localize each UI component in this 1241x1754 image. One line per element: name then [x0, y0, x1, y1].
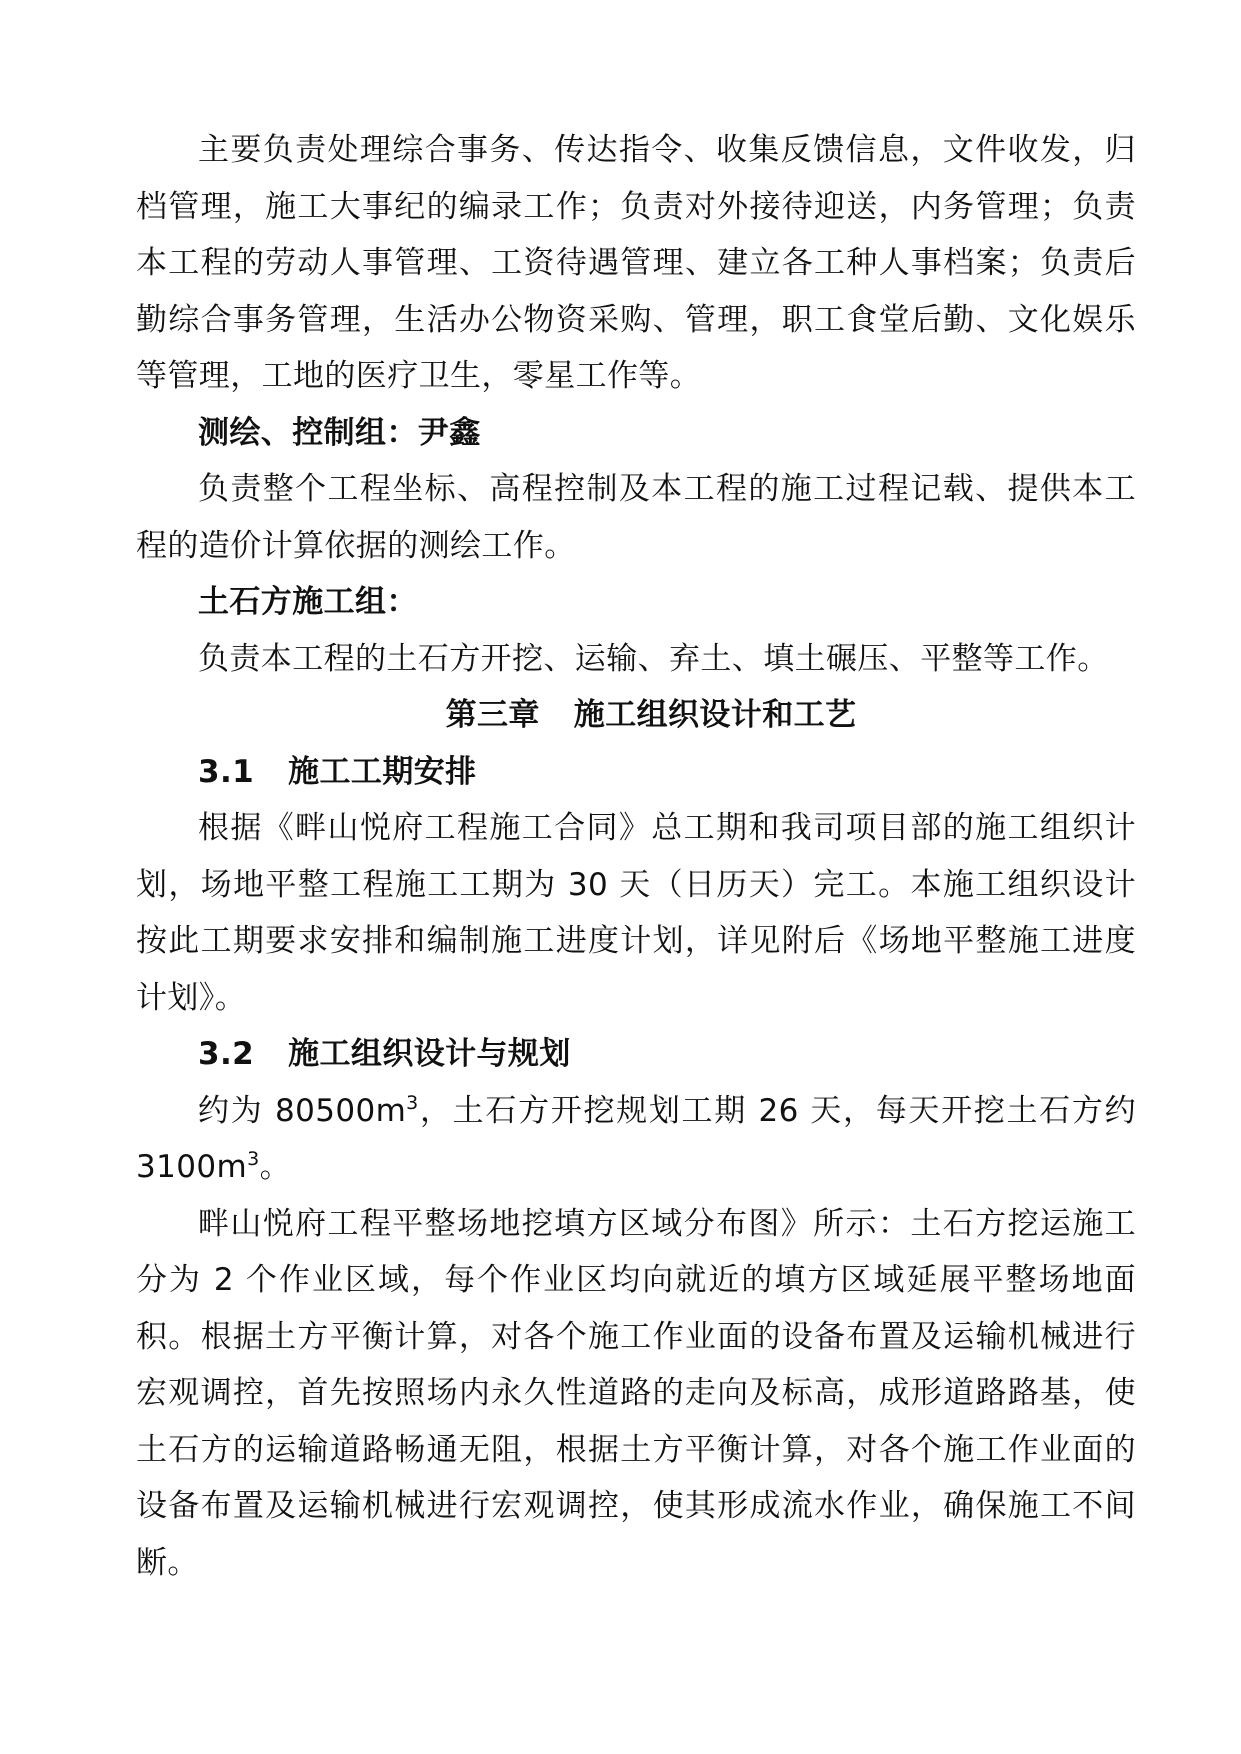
chapter-title: 施工组织设计和工艺 — [573, 697, 857, 733]
chapter-number: 第三章 — [445, 697, 540, 733]
document-page — [136, 122, 1136, 1591]
section-title: 施工工期安排 — [288, 753, 477, 790]
superscript: 3 — [247, 1148, 260, 1170]
section-heading-3-2 — [136, 1026, 1136, 1083]
section-number: 3.1 — [198, 753, 255, 790]
paragraph-survey-duties: 负责整个工程坐标、高程控制及本工程的施工过程记载、提供本工程的造价计算依据的测绘工作。 — [136, 471, 1136, 564]
section-number: 3.2 — [198, 1036, 255, 1072]
paragraph-work-zones: 畔山悦府工程平整场地挖填方区域分布图》所示：土石方挖运施工分为 2 个作业区域，每个作业区均向就近的填方区域延展平整场地面积。根据土方平衡计算，对各个施工作业面的设备布置及运输机械进行宏观调控，首先按照场内永久性道路的走向及标高，成形道路路基，使土石方的运输道路畅通无阻，根据土方平衡计算，对各个施工作业面的设备布置及运输机械进行宏观调控，使其形成流水作业，确保施工不间断。 — [136, 1205, 1136, 1581]
text-run: ，土石方开挖规划工期 26 天，每天开挖土石方约 3100m — [136, 1092, 1136, 1185]
text-run: 。 — [259, 1149, 291, 1185]
chapter-heading — [136, 687, 1136, 744]
text-run: 约为 80500m — [198, 1092, 407, 1129]
paragraph-earthwork-duties: 负责本工程的土石方开挖、运输、弃土、填土碾压、平整等工作。 — [198, 640, 1109, 677]
heading-survey-group: 测绘、控制组：尹鑫 — [198, 414, 481, 451]
superscript: 3 — [406, 1091, 419, 1114]
section-heading-3-1 — [136, 744, 1136, 801]
paragraph-schedule: 根据《畔山悦府工程施工合同》总工期和我司项目部的施工组织计划，场地平整工程施工工期为 30 天（日历天）完工。本施工组织设计按此工期要求安排和编制施工进度计划，详见附后《场地平整施工进度计划》。 — [136, 810, 1136, 1016]
paragraph-excavation-volume — [136, 1083, 1136, 1196]
paragraph-admin-duties: 主要负责处理综合事务、传达指令、收集反馈信息，文件收发，归档管理，施工大事纪的编录工作；负责对外接待迎送，内务管理；负责本工程的劳动人事管理、工资待遇管理、建立各工种人事档案；负责后勤综合事务管理，生活办公物资采购、管理，职工食堂后勤、文化娱乐等管理，工地的医疗卫生，零星工作等。 — [136, 132, 1136, 394]
section-title: 施工组织设计与规划 — [288, 1036, 571, 1072]
heading-earthwork-group: 土石方施工组： — [198, 584, 418, 620]
